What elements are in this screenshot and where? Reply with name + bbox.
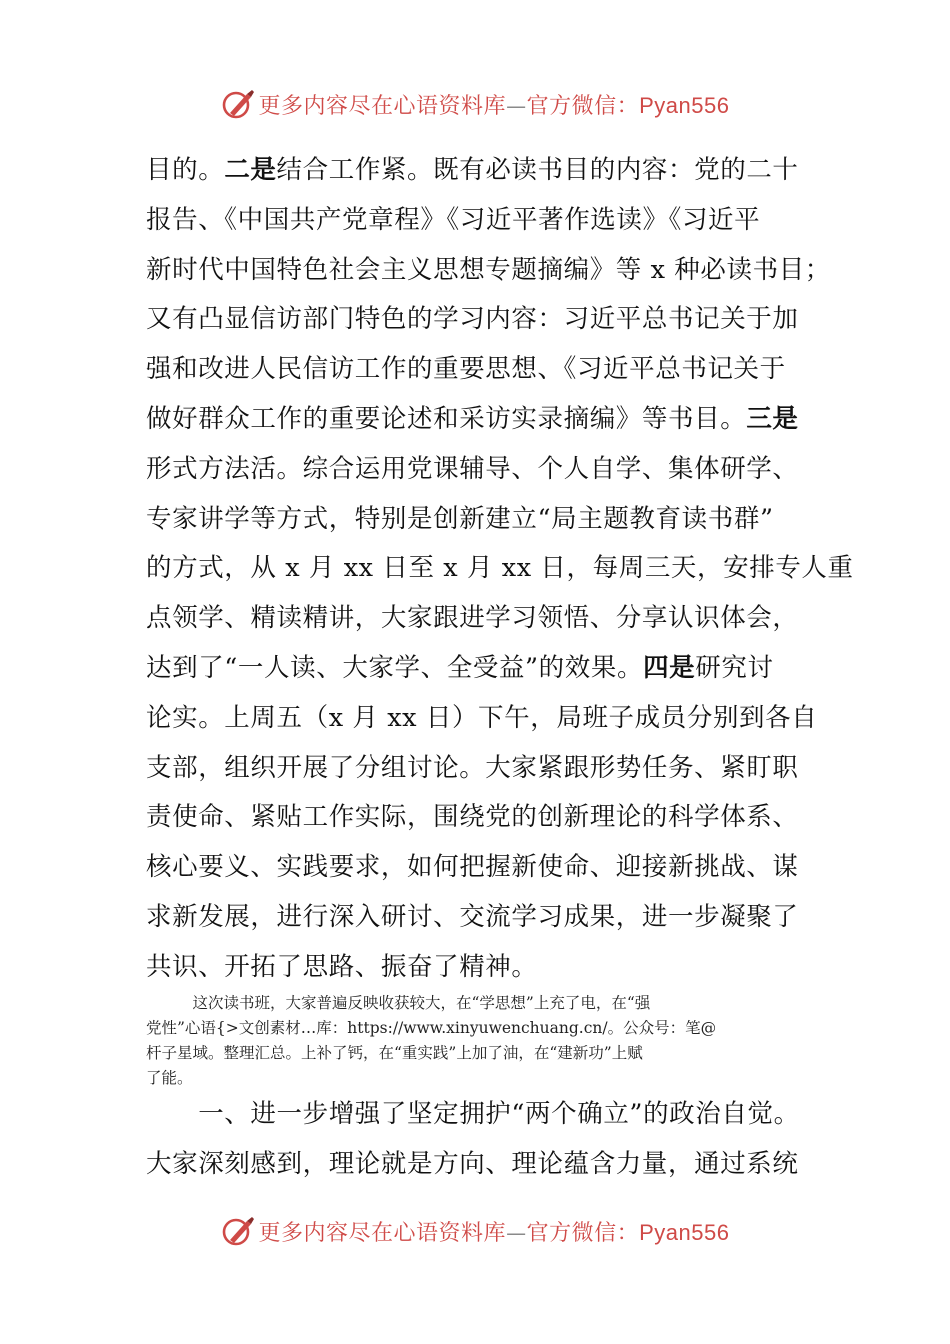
text-line: 强和改进人民信访工作的重要思想、《习近平总书记关于 [146,354,786,385]
banner-text [259,89,730,120]
text-line: 大家深刻感到，理论就是方向、理论蕴含力量，通过系统 [146,1148,799,1179]
text-line: 专家讲学等方式，特别是创新建立“局主题教育读书群” [146,503,774,534]
text-line: 的方式，从 x 月 xx 日至 x 月 xx 日，每周三天，安排专人重 [146,553,854,584]
pen-nib-logo-icon [221,1214,255,1248]
small-text-line: 党性”心语{>文创素材…库：https://www.xinyuwenchuang.cn/。公众号：笔@ [146,1019,717,1037]
banner-wechat-id: Pyan556 [639,1219,730,1245]
text-line: 形式方法活。综合运用党课辅导、个人自学、集体研学、 [146,453,799,484]
text-line: 新时代中国特色社会主义思想专题摘编》等 x 种必读书目； [146,254,831,285]
text-line: 责使命、紧贴工作实际，围绕党的创新理论的科学体系、 [146,802,799,833]
text-line: 又有凸显信访部门特色的学习内容：习近平总书记关于加 [146,304,799,335]
text-line: 一、进一步增强了坚定拥护“两个确立”的政治自觉。 [146,1099,800,1129]
pen-nib-logo-icon [221,87,255,121]
banner-separator: — [506,1220,527,1245]
header-banner [0,80,950,128]
text-line: 论实。上周五（x 月 xx 日）下午，局班子成员分别到各自 [146,702,818,733]
text-line: 支部，组织开展了分组讨论。大家紧跟形势任务、紧盯职 [146,752,799,783]
small-text-line: 杆子星域。整理汇总。上补了钙，在“重实践”上加了油，在“建新功”上赋 [146,1044,643,1062]
text-line: 报告、《中国共产党章程》《习近平著作选读》《习近平 [146,204,761,235]
footer-banner [0,1207,950,1255]
banner-wechat-id: Pyan556 [639,92,730,118]
body-paragraph [146,146,854,993]
text-line: 达到了“一人读、大家学、全受益”的效果。四是研究讨 [146,652,774,683]
small-text-line: 这次读书班，大家普遍反映收获较大，在“学思想”上充了电，在“强 [146,994,651,1012]
banner-text [259,1216,730,1247]
following-paragraph [146,1090,806,1190]
text-line: 核心要义、实践要求，如何把握新使命、迎接新挑战、谋 [146,852,799,883]
text-line: 共识、开拓了思路、振奋了精神。 [146,951,538,982]
banner-title: 更多内容尽在心语资料库 [258,1220,507,1246]
text-line: 目的。二是结合工作紧。既有必读书目的内容：党的二十 [146,155,799,185]
text-line: 做好群众工作的重要论述和采访实录摘编》等书目。三是 [146,403,799,434]
banner-wechat-label: 官方微信： [526,1220,640,1246]
text-line: 点领学、精读精讲，大家跟进学习领悟、分享认识体会， [146,603,799,634]
banner-separator: — [506,93,527,118]
banner-wechat-label: 官方微信： [526,93,640,119]
banner-title: 更多内容尽在心语资料库 [258,93,507,119]
small-text-line: 了能。 [146,1069,193,1087]
text-line: 求新发展，进行深入研讨、交流学习成果，进一步凝聚了 [146,901,799,932]
